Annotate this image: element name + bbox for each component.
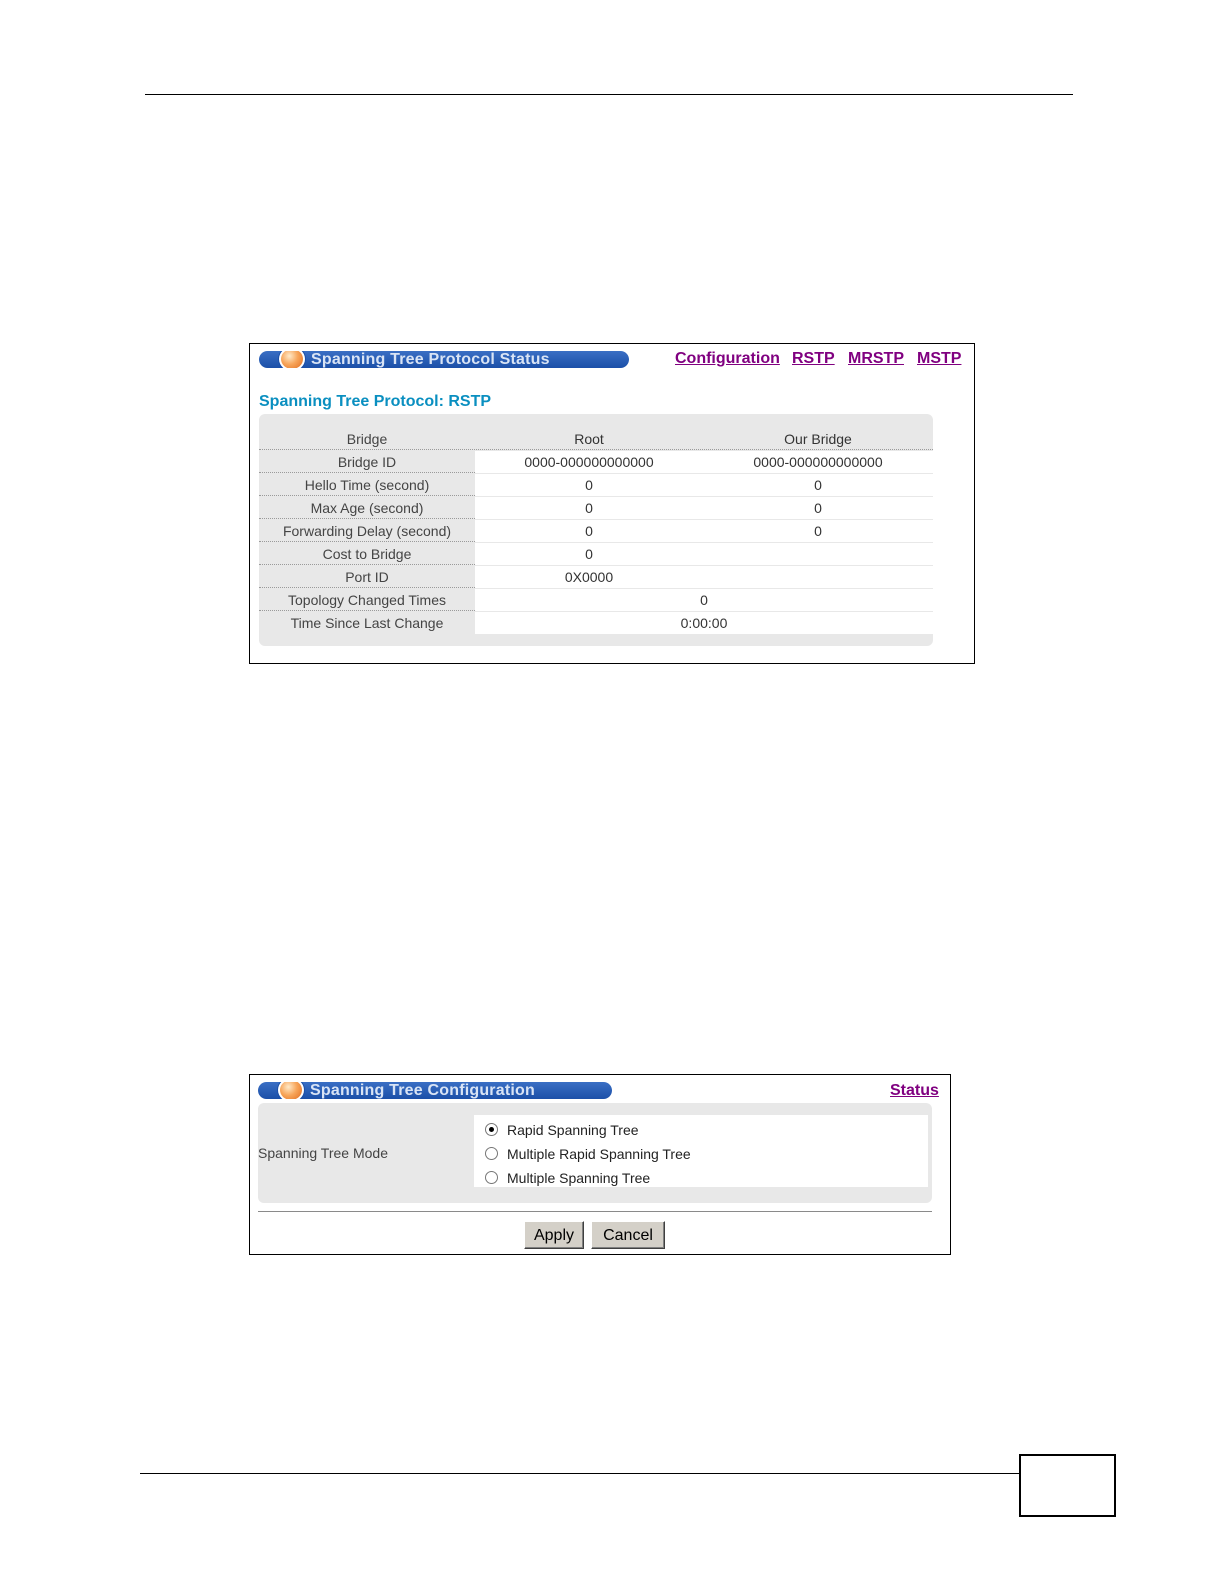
- status-table: [259, 414, 933, 646]
- root-value: 0: [475, 520, 703, 542]
- table-row: [259, 543, 933, 565]
- table-row: [259, 497, 933, 519]
- row-label: Time Since Last Change: [290, 615, 444, 631]
- option-label: Multiple Spanning Tree: [507, 1170, 651, 1186]
- orb-icon: [278, 1082, 304, 1099]
- our-bridge-value: [703, 543, 933, 565]
- root-value: 0: [475, 543, 703, 565]
- divider: [258, 1211, 932, 1212]
- table-row: [259, 612, 933, 634]
- radio-button[interactable]: [485, 1147, 498, 1160]
- row-label: Bridge ID: [337, 454, 397, 470]
- column-header-bridge: Bridge: [346, 431, 388, 447]
- table-row: [259, 520, 933, 542]
- our-bridge-value: 0000-000000000000: [703, 451, 933, 473]
- row-label: Forwarding Delay (second): [282, 523, 452, 539]
- column-header-root: Root: [574, 431, 604, 447]
- config-panel: [249, 1074, 951, 1255]
- link-rstp[interactable]: RSTP: [792, 350, 835, 367]
- radio-button[interactable]: [485, 1171, 498, 1184]
- span-value: 0:00:00: [475, 612, 933, 634]
- our-bridge-value: 0: [703, 520, 933, 542]
- span-value: 0: [475, 589, 933, 611]
- status-title-bar: [259, 351, 629, 368]
- radio-button-selected[interactable]: [485, 1123, 498, 1136]
- config-title-bar: [258, 1082, 612, 1099]
- spanning-tree-mode-label: Spanning Tree Mode: [258, 1145, 388, 1161]
- orb-icon: [279, 351, 305, 368]
- footer-rule: [140, 1473, 1020, 1474]
- status-title: Spanning Tree Protocol Status: [311, 351, 550, 368]
- root-value: 0: [475, 474, 703, 496]
- table-header-row: [259, 428, 933, 450]
- cancel-button[interactable]: Cancel: [591, 1221, 665, 1249]
- root-value: 0000-000000000000: [475, 451, 703, 473]
- table-row: [259, 451, 933, 473]
- our-bridge-value: [703, 566, 933, 588]
- root-value: 0X0000: [475, 566, 703, 588]
- link-configuration[interactable]: Configuration: [675, 350, 780, 367]
- option-label: Rapid Spanning Tree: [507, 1122, 639, 1138]
- config-title: Spanning Tree Configuration: [310, 1082, 535, 1099]
- table-row: [259, 474, 933, 496]
- link-mrstp[interactable]: MRSTP: [848, 350, 904, 367]
- header-rule: [145, 94, 1073, 95]
- root-value: 0: [475, 497, 703, 519]
- our-bridge-value: 0: [703, 497, 933, 519]
- column-header-our-bridge: Our Bridge: [784, 431, 852, 447]
- apply-button[interactable]: Apply: [524, 1221, 584, 1249]
- protocol-heading: Spanning Tree Protocol: RSTP: [259, 393, 492, 410]
- our-bridge-value: 0: [703, 474, 933, 496]
- row-label: Port ID: [345, 569, 389, 585]
- row-label: Hello Time (second): [304, 477, 430, 493]
- row-label: Cost to Bridge: [322, 546, 412, 562]
- row-label: Topology Changed Times: [288, 592, 446, 608]
- table-row: [259, 566, 933, 588]
- table-row: [259, 589, 933, 611]
- option-label: Multiple Rapid Spanning Tree: [507, 1146, 691, 1162]
- link-status[interactable]: Status: [890, 1082, 939, 1099]
- row-label: Max Age (second): [310, 500, 424, 516]
- status-panel: [249, 343, 975, 664]
- page-number-box: [1019, 1454, 1116, 1517]
- link-mstp[interactable]: MSTP: [917, 350, 962, 367]
